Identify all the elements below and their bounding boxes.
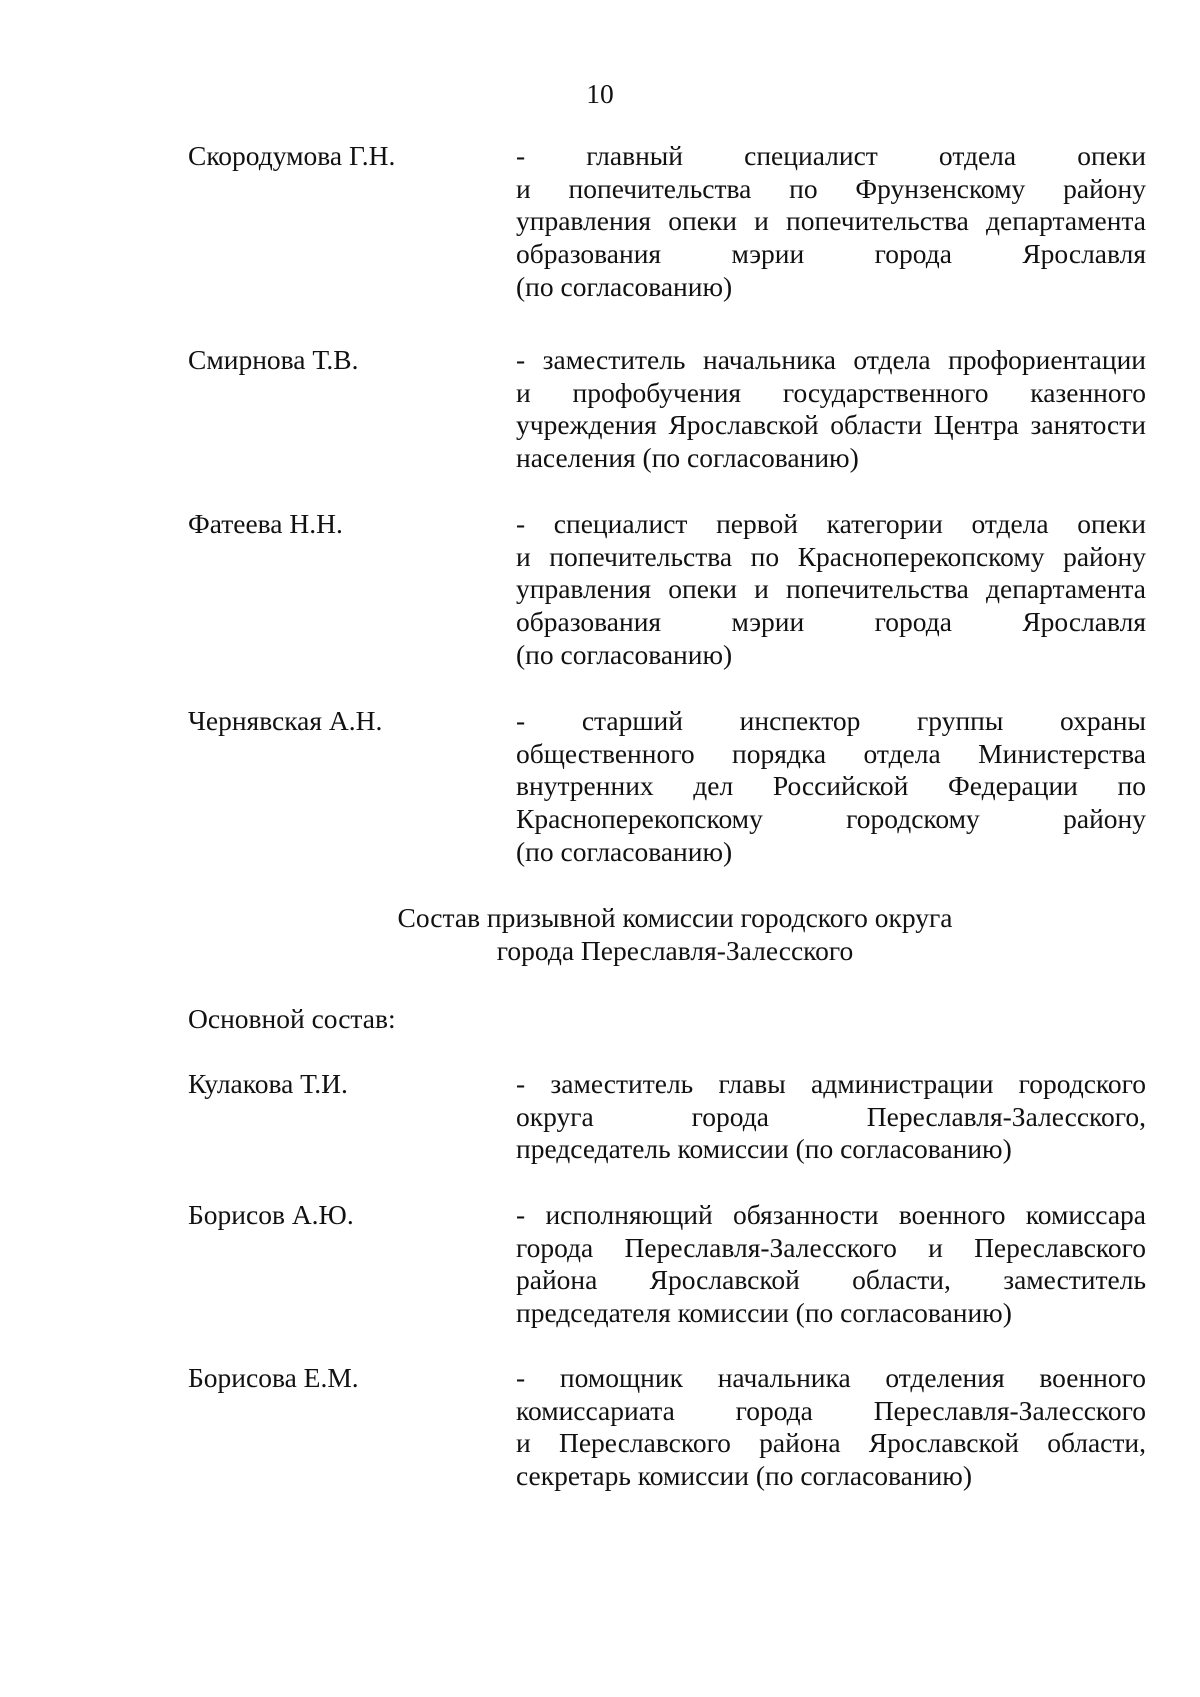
position-line: и профобучения государственного казенного (516, 376, 1146, 408)
section-title-line: города Переславля-Залесского (496, 935, 854, 966)
position-line: и Переславского района Ярославской области, (516, 1427, 1146, 1459)
member-name: Фатеева Н.Н. (188, 508, 343, 539)
position-line: образования мэрии города Ярославля (516, 238, 1146, 270)
position-line: - помощник начальника отделения военного (516, 1362, 1146, 1393)
member-position (516, 1068, 1146, 1166)
member-position (516, 140, 1146, 304)
member-name: Кулакова Т.И. (188, 1068, 348, 1099)
position-line: (по согласованию) (516, 638, 733, 670)
page-number: 10 (586, 78, 614, 109)
section-title (0, 901, 1200, 967)
section-title-line: Состав призывной комиссии городского округа (397, 902, 953, 933)
position-line: - главный специалист отдела опеки (516, 140, 1146, 171)
position-line: комиссариата города Переславля-Залесского (516, 1394, 1146, 1426)
member-position (516, 1199, 1146, 1330)
position-line: (по согласованию) (516, 270, 733, 302)
position-line: Красноперекопскому городскому району (516, 803, 1146, 835)
position-line: внутренних дел Российской Федерации по (516, 770, 1146, 802)
position-line: - исполняющий обязанности военного комиссара (516, 1199, 1146, 1230)
position-line: - заместитель главы администрации городского (516, 1068, 1146, 1099)
position-line: и попечительства по Красноперекопскому району (516, 540, 1146, 572)
position-line: председателя комиссии (по согласованию) (516, 1297, 1012, 1329)
position-line: - старший инспектор группы охраны (516, 705, 1146, 736)
member-name: Борисова Е.М. (188, 1362, 359, 1393)
position-line: населения (по согласованию) (516, 442, 859, 474)
position-line: управления опеки и попечительства департамента (516, 573, 1146, 605)
position-line: района Ярославской области, заместитель (516, 1264, 1146, 1296)
position-line: (по согласованию) (516, 835, 733, 867)
section-subheading: Основной состав: (188, 1003, 396, 1034)
position-line: председатель комиссии (по согласованию) (516, 1133, 1012, 1165)
position-line: - заместитель начальника отдела профориентации (516, 344, 1146, 375)
member-name: Смирнова Т.В. (188, 344, 359, 375)
position-line: секретарь комиссии (по согласованию) (516, 1460, 973, 1492)
position-line: - специалист первой категории отдела опеки (516, 508, 1146, 539)
position-line: управления опеки и попечительства департамента (516, 205, 1146, 237)
member-position (516, 1362, 1146, 1493)
member-name: Скородумова Г.Н. (188, 140, 396, 171)
position-line: города Переславля-Залесского и Переславского (516, 1231, 1146, 1263)
member-name: Борисов А.Ю. (188, 1199, 354, 1230)
member-name: Чернявская А.Н. (188, 705, 383, 736)
member-position (516, 344, 1146, 475)
member-position (516, 705, 1146, 869)
position-line: общественного порядка отдела Министерства (516, 737, 1146, 769)
position-line: и попечительства по Фрунзенскому району (516, 172, 1146, 204)
position-line: учреждения Ярославской области Центра занятости (516, 409, 1146, 441)
member-position (516, 508, 1146, 672)
position-line: округа города Переславля-Залесского, (516, 1100, 1146, 1132)
position-line: образования мэрии города Ярославля (516, 606, 1146, 638)
